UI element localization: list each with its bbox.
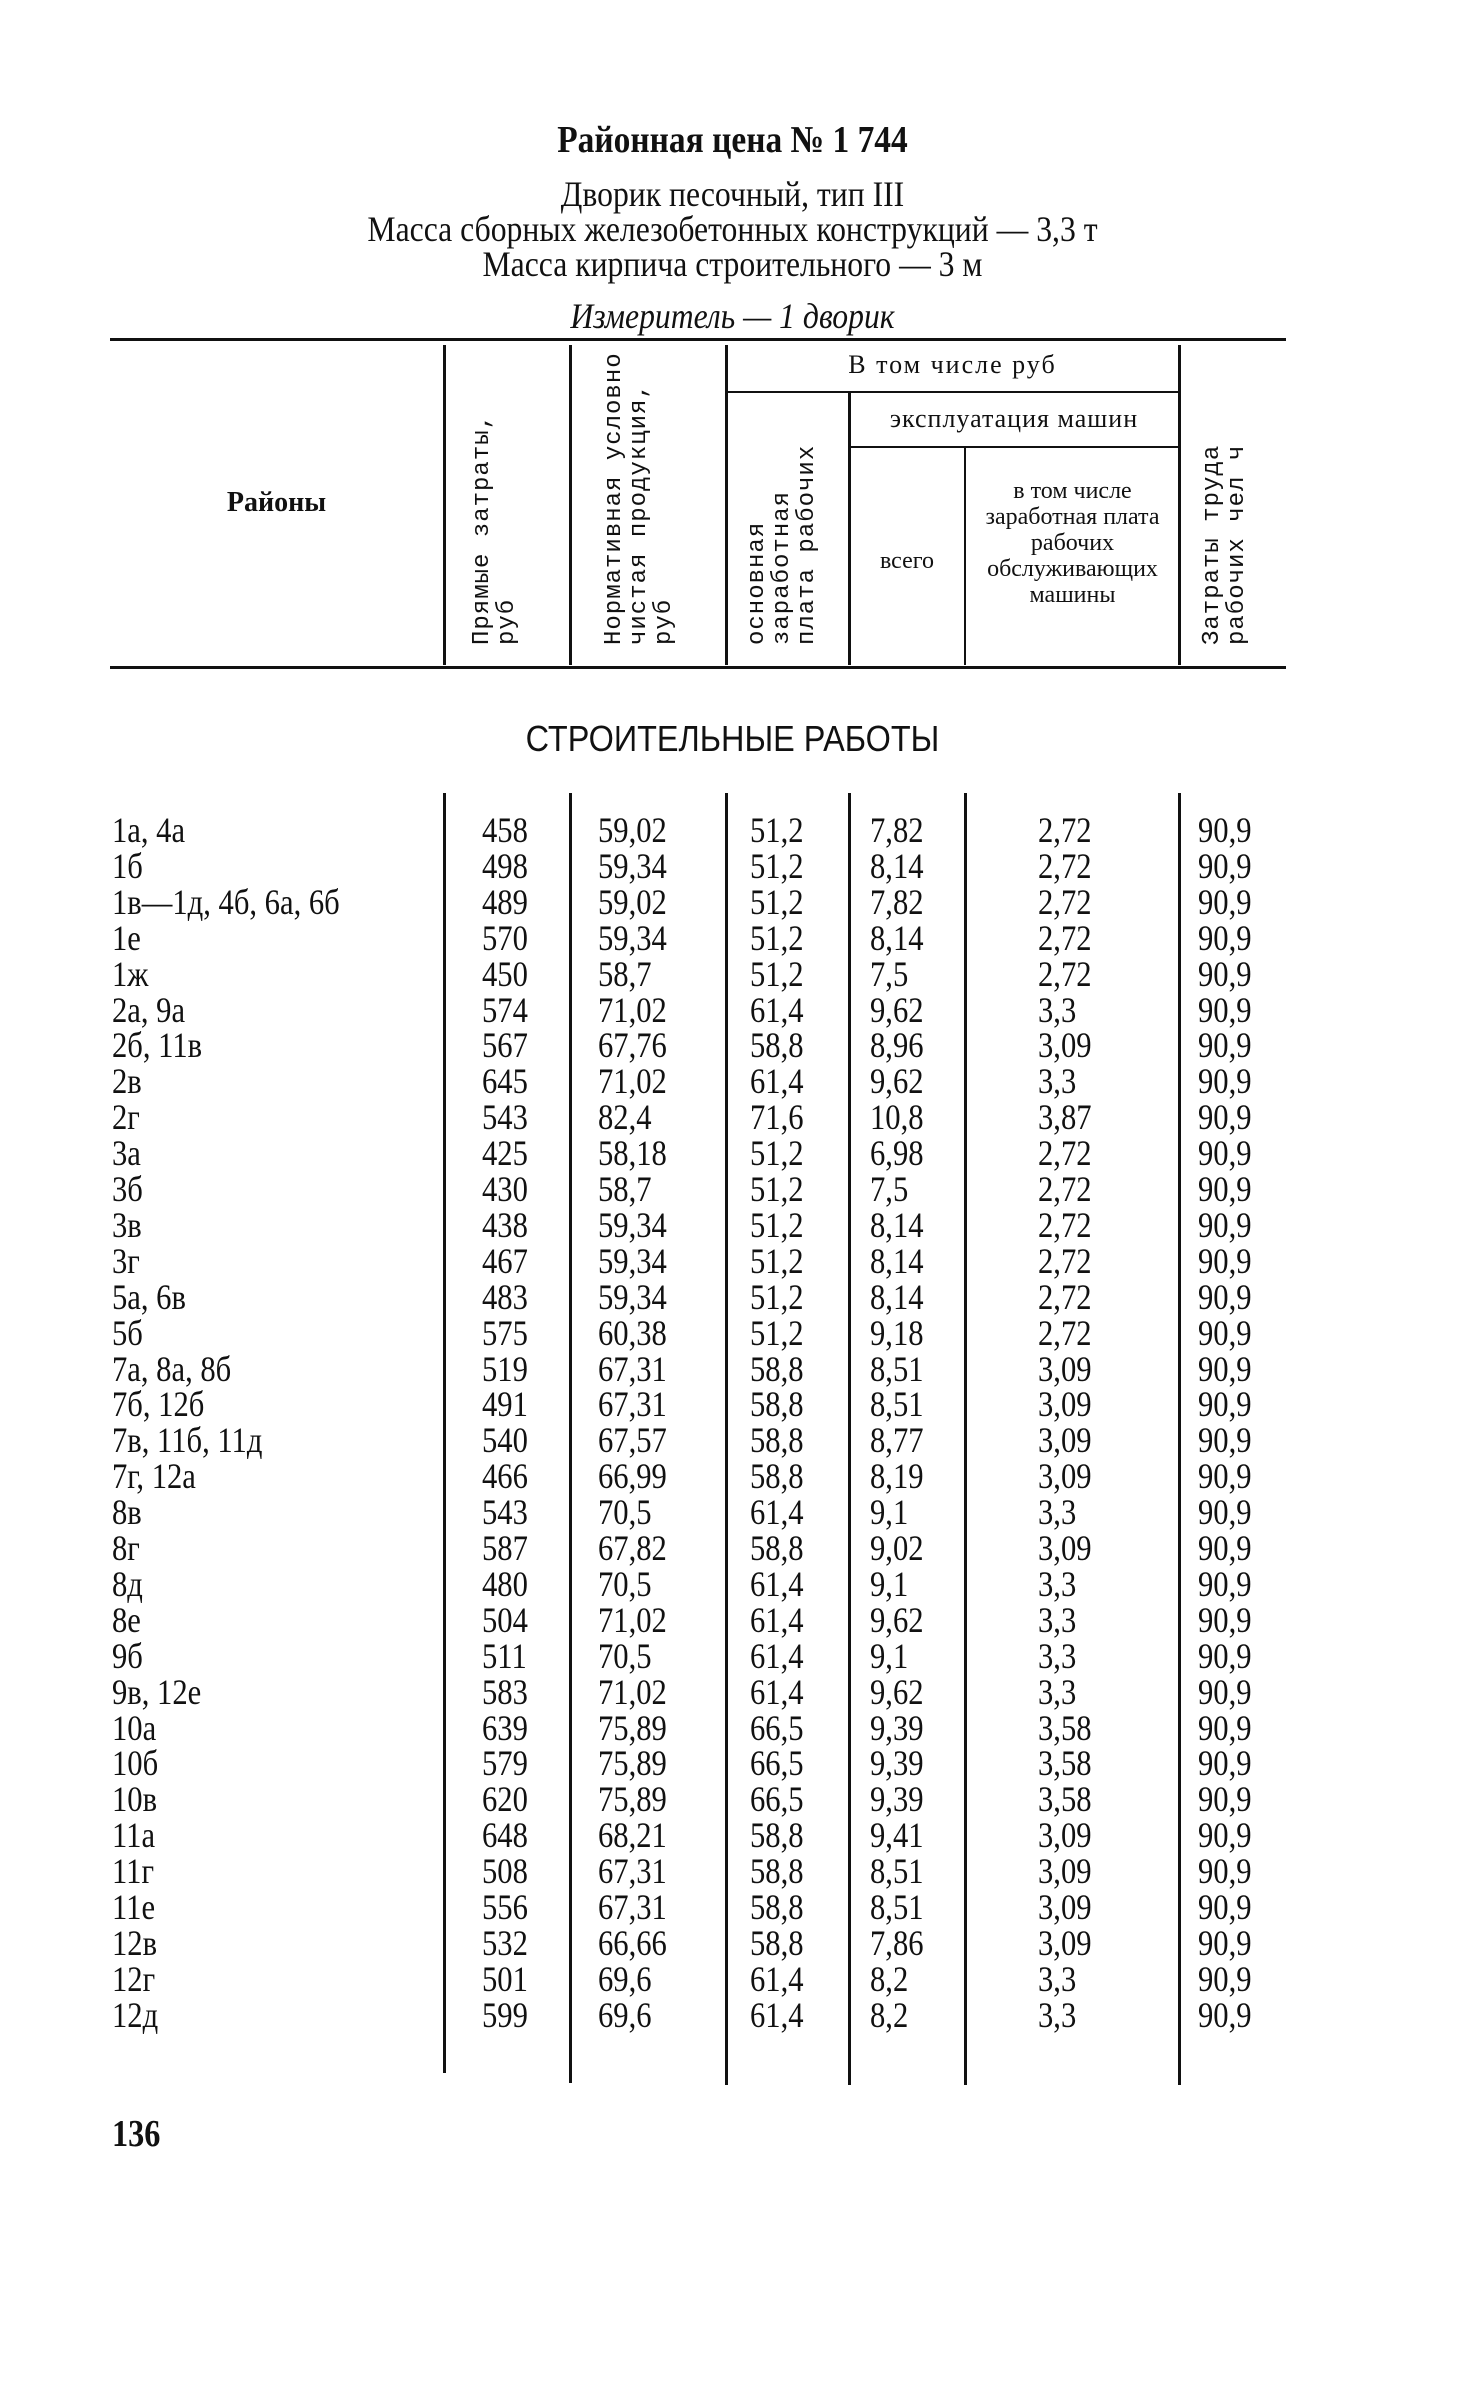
cell-region: 12д [112,1994,159,2035]
cell-region: 11г [112,1851,155,1892]
cell-normative: 58,18 [598,1133,667,1174]
cell-region: 2б, 11в [112,1025,203,1066]
subtitle-line: Масса сборных железобетонных конструкций — 3,3 т [367,209,1098,249]
table-row [0,1851,1465,1892]
cell-normative: 66,99 [598,1456,667,1497]
cell-machine-wage: 2,72 [1038,881,1092,922]
cell-labor: 90,9 [1198,1922,1252,1963]
cell-region: 8в [112,1492,142,1533]
cell-machine-total: 8,51 [870,1887,924,1927]
cell-region: 3в [112,1204,142,1245]
cell-normative: 69,6 [598,1958,652,1999]
cell-normative: 67,76 [598,1025,667,1066]
cell-direct-costs: 540 [482,1420,528,1461]
table-row [0,1889,1465,1925]
cell-machine-total: 8,14 [870,845,924,886]
section-title: СТРОИТЕЛЬНЫЕ РАБОТЫ [525,718,940,759]
cell-machine-total: 9,62 [870,989,924,1030]
cell-region: 8г [112,1528,140,1568]
cell-direct-costs: 480 [482,1563,528,1604]
top-rule [110,338,1286,341]
cell-direct-costs: 438 [482,1204,528,1245]
header-including: В том числе руб [848,350,1057,379]
cell-normative: 60,38 [598,1312,667,1353]
cell-direct-costs: 567 [482,1025,528,1066]
cell-machine-total: 9,18 [870,1312,924,1353]
cell-base-wage: 58,8 [750,1851,804,1892]
cell-normative: 75,89 [598,1743,667,1784]
cell-normative: 59,02 [598,881,667,922]
cell-normative: 71,02 [598,1599,667,1640]
cell-labor: 90,9 [1198,1061,1252,1102]
cell-labor: 90,9 [1198,810,1252,850]
cell-base-wage: 58,8 [750,1384,804,1425]
cell-machine-total: 9,62 [870,1061,924,1102]
cell-direct-costs: 511 [482,1635,527,1676]
cell-machine-wage: 3,09 [1038,1420,1092,1461]
header-regions: Районы [226,487,327,518]
cell-machine-wage: 2,72 [1038,810,1092,850]
cell-machine-total: 8,14 [870,1276,924,1317]
cell-machine-wage: 3,58 [1038,1707,1092,1748]
cell-region: 1а, 4а [112,810,186,850]
cell-base-wage: 51,2 [750,917,804,958]
cell-normative: 67,31 [598,1887,667,1927]
cell-machine-total: 9,41 [870,1815,924,1856]
cell-labor: 90,9 [1198,1097,1252,1138]
subtitle-line: Масса кирпича строительного — 3 м [482,244,983,284]
cell-normative: 59,34 [598,1240,667,1281]
header-normative: Нормативная условно чистая продукция, руб [601,352,678,645]
cell-base-wage: 61,4 [750,989,804,1030]
cell-normative: 59,34 [598,845,667,886]
cell-machine-total: 8,19 [870,1456,924,1497]
cell-machine-wage: 2,72 [1038,1204,1092,1245]
cell-direct-costs: 570 [482,917,528,958]
cell-region: 10б [112,1743,159,1784]
cell-base-wage: 58,8 [750,1922,804,1963]
cell-machine-wage: 2,72 [1038,1240,1092,1281]
table-row [0,1530,1465,1566]
cell-direct-costs: 556 [482,1887,528,1927]
cell-labor: 90,9 [1198,1240,1252,1281]
cell-direct-costs: 599 [482,1994,528,2035]
table-row [0,1348,1465,1389]
cell-direct-costs: 645 [482,1061,528,1102]
cell-direct-costs: 483 [482,1276,528,1317]
cell-normative: 67,31 [598,1348,667,1389]
cell-direct-costs: 501 [482,1958,528,1999]
cell-direct-costs: 458 [482,810,528,850]
cell-machine-wage: 3,09 [1038,1348,1092,1389]
cell-region: 5а, 6в [112,1276,186,1317]
cell-normative: 59,34 [598,917,667,958]
cell-direct-costs: 575 [482,1312,528,1353]
cell-direct-costs: 508 [482,1851,528,1892]
cell-direct-costs: 450 [482,953,528,994]
cell-region: 7г, 12а [112,1456,196,1497]
cell-region: 8е [112,1599,141,1640]
cell-base-wage: 61,4 [750,1599,804,1640]
table-row [0,812,1465,848]
cell-machine-wage: 2,72 [1038,1169,1092,1209]
cell-direct-costs: 425 [482,1133,528,1174]
cell-region: 12г [112,1958,156,1999]
cell-base-wage: 61,4 [750,1061,804,1102]
cell-machine-total: 8,51 [870,1348,924,1389]
cell-labor: 90,9 [1198,1707,1252,1748]
cell-region: 7в, 11б, 11д [112,1420,263,1461]
cell-machine-total: 9,1 [870,1563,909,1604]
cell-labor: 90,9 [1198,953,1252,994]
header-base-wage: основная заработная плата рабочих [744,444,821,645]
cell-labor: 90,9 [1198,1204,1252,1245]
cell-normative: 58,7 [598,1169,652,1209]
cell-normative: 70,5 [598,1563,652,1604]
cell-normative: 59,34 [598,1204,667,1245]
cell-labor: 90,9 [1198,881,1252,922]
cell-base-wage: 51,2 [750,1276,804,1317]
table-row [0,1097,1465,1138]
table-row [0,1240,1465,1281]
cell-direct-costs: 574 [482,989,528,1030]
cell-labor: 90,9 [1198,1563,1252,1604]
cell-machine-wage: 3,09 [1038,1851,1092,1892]
cell-machine-total: 8,96 [870,1025,924,1066]
cell-normative: 59,02 [598,810,667,850]
cell-direct-costs: 543 [482,1097,528,1138]
cell-base-wage: 58,8 [750,1420,804,1461]
cell-machine-wage: 2,72 [1038,1312,1092,1353]
cell-base-wage: 58,8 [750,1528,804,1568]
cell-machine-wage: 3,09 [1038,1922,1092,1963]
table-row [0,1671,1465,1712]
cell-labor: 90,9 [1198,1025,1252,1066]
cell-machine-total: 7,82 [870,881,924,922]
cell-machine-wage: 3,3 [1038,1958,1077,1999]
cell-labor: 90,9 [1198,1851,1252,1892]
table-row [0,1743,1465,1784]
table-row [0,1994,1465,2035]
header-machine-operation: эксплуатация машин [889,404,1139,433]
divider [725,345,728,665]
cell-base-wage: 61,4 [750,1671,804,1712]
cell-machine-total: 9,39 [870,1779,924,1820]
cell-region: 8д [112,1563,143,1604]
cell-labor: 90,9 [1198,1671,1252,1712]
table-row [0,1563,1465,1604]
cell-region: 7б, 12б [112,1384,205,1425]
cell-base-wage: 61,4 [750,1994,804,2035]
cell-machine-total: 8,14 [870,1204,924,1245]
header-bottom-rule [110,666,1286,669]
cell-machine-wage: 3,3 [1038,1599,1077,1640]
cell-direct-costs: 467 [482,1240,528,1281]
cell-machine-total: 8,2 [870,1994,909,2035]
table-row [0,1779,1465,1820]
cell-normative: 71,02 [598,1061,667,1102]
table-row [0,1635,1465,1676]
table-row [0,953,1465,994]
cell-machine-wage: 3,09 [1038,1384,1092,1425]
cell-region: 2в [112,1061,142,1102]
cell-labor: 90,9 [1198,1528,1252,1568]
cell-base-wage: 51,2 [750,810,804,850]
cell-base-wage: 66,5 [750,1779,804,1820]
divider [1178,345,1181,665]
cell-labor: 90,9 [1198,1958,1252,1999]
cell-base-wage: 61,4 [750,1563,804,1604]
cell-labor: 90,9 [1198,1420,1252,1461]
cell-direct-costs: 587 [482,1528,528,1568]
cell-base-wage: 51,2 [750,1204,804,1245]
cell-base-wage: 66,5 [750,1743,804,1784]
cell-machine-total: 7,82 [870,810,924,850]
cell-base-wage: 51,2 [750,1240,804,1281]
cell-machine-wage: 3,3 [1038,1994,1077,2035]
cell-machine-total: 9,39 [870,1743,924,1784]
cell-labor: 90,9 [1198,1599,1252,1640]
cell-machine-wage: 3,3 [1038,1635,1077,1676]
cell-region: 10а [112,1707,157,1748]
cell-base-wage: 58,8 [750,1887,804,1927]
cell-base-wage: 58,8 [750,1456,804,1497]
cell-machine-wage: 3,09 [1038,1025,1092,1066]
cell-direct-costs: 543 [482,1492,528,1533]
page-number: 136 [112,2113,161,2155]
cell-normative: 75,89 [598,1707,667,1748]
cell-normative: 68,21 [598,1815,667,1856]
cell-machine-total: 10,8 [870,1097,924,1138]
cell-base-wage: 71,6 [750,1097,804,1138]
cell-base-wage: 51,2 [750,845,804,886]
cell-machine-wage: 2,72 [1038,1133,1092,1174]
cell-base-wage: 61,4 [750,1492,804,1533]
cell-normative: 59,34 [598,1276,667,1317]
cell-machine-total: 9,1 [870,1492,909,1533]
cell-labor: 90,9 [1198,1994,1252,2035]
cell-machine-total: 9,62 [870,1671,924,1712]
table-row [0,1815,1465,1856]
cell-region: 3б [112,1169,143,1209]
table-row [0,1025,1465,1066]
cell-direct-costs: 519 [482,1348,528,1389]
cell-labor: 90,9 [1198,989,1252,1030]
table-row [0,1171,1465,1207]
divider [848,393,851,665]
cell-machine-total: 6,98 [870,1133,924,1174]
cell-base-wage: 61,4 [750,1635,804,1676]
cell-region: 1в—1д, 4б, 6а, 6б [112,881,340,922]
cell-base-wage: 51,2 [750,881,804,922]
divider [569,345,572,665]
cell-direct-costs: 532 [482,1922,528,1963]
cell-base-wage: 66,5 [750,1707,804,1748]
cell-region: 1е [112,917,141,958]
cell-base-wage: 51,2 [750,953,804,994]
cell-region: 9в, 12е [112,1671,202,1712]
cell-direct-costs: 466 [482,1456,528,1497]
cell-region: 2г [112,1097,140,1138]
cell-machine-total: 7,5 [870,1169,909,1209]
cell-labor: 90,9 [1198,1169,1252,1209]
cell-region: 12в [112,1922,158,1963]
cell-machine-wage: 3,3 [1038,1061,1077,1102]
cell-labor: 90,9 [1198,845,1252,886]
cell-direct-costs: 504 [482,1599,528,1640]
measure-unit: Измеритель — 1 дворик [570,296,895,336]
table-row [0,1384,1465,1425]
cell-labor: 90,9 [1198,1887,1252,1927]
cell-region: 11а [112,1815,156,1856]
cell-labor: 90,9 [1198,1456,1252,1497]
cell-direct-costs: 648 [482,1815,528,1856]
cell-machine-wage: 2,72 [1038,845,1092,886]
cell-region: 3а [112,1133,141,1174]
cell-region: 10в [112,1779,158,1820]
cell-direct-costs: 430 [482,1169,528,1209]
header-labor: Затраты труда рабочих чел ч [1199,444,1251,645]
cell-machine-wage: 3,09 [1038,1815,1092,1856]
cell-machine-total: 8,14 [870,917,924,958]
divider [443,345,446,665]
cell-labor: 90,9 [1198,1312,1252,1353]
cell-base-wage: 51,2 [750,1312,804,1353]
cell-labor: 90,9 [1198,1276,1252,1317]
table-row [0,1599,1465,1640]
cell-direct-costs: 579 [482,1743,528,1784]
cell-normative: 67,31 [598,1851,667,1892]
header-machine-wage: в том числе заработная плата рабочих обслуживающих машины [985,478,1160,608]
cell-normative: 70,5 [598,1635,652,1676]
table-row [0,1707,1465,1748]
cell-base-wage: 51,2 [750,1133,804,1174]
cell-region: 9б [112,1635,143,1676]
cell-machine-total: 8,2 [870,1958,909,1999]
cell-machine-total: 8,51 [870,1384,924,1425]
cell-region: 5б [112,1312,143,1353]
cell-direct-costs: 583 [482,1671,528,1712]
cell-base-wage: 51,2 [750,1169,804,1209]
cell-direct-costs: 620 [482,1779,528,1820]
cell-labor: 90,9 [1198,1635,1252,1676]
table-row [0,1204,1465,1245]
cell-machine-wage: 3,3 [1038,1563,1077,1604]
cell-normative: 70,5 [598,1492,652,1533]
cell-labor: 90,9 [1198,917,1252,958]
cell-machine-total: 8,77 [870,1420,924,1461]
cell-machine-wage: 2,72 [1038,1276,1092,1317]
cell-labor: 90,9 [1198,1815,1252,1856]
table-row [0,1456,1465,1497]
cell-labor: 90,9 [1198,1492,1252,1533]
cell-machine-total: 9,1 [870,1635,909,1676]
cell-machine-wage: 3,3 [1038,1671,1077,1712]
table-row [0,845,1465,886]
cell-machine-wage: 3,58 [1038,1779,1092,1820]
cell-machine-wage: 3,58 [1038,1743,1092,1784]
cell-region: 1б [112,845,143,886]
cell-machine-total: 9,02 [870,1528,924,1568]
table-row [0,1420,1465,1461]
divider [964,448,966,665]
cell-region: 1ж [112,953,149,994]
cell-machine-total: 7,86 [870,1922,924,1963]
cell-machine-wage: 3,87 [1038,1097,1092,1138]
cell-normative: 66,66 [598,1922,667,1963]
cell-direct-costs: 491 [482,1384,528,1425]
table-row [0,1061,1465,1102]
cell-normative: 75,89 [598,1779,667,1820]
cell-normative: 58,7 [598,953,652,994]
rule [727,391,1178,393]
cell-machine-wage: 3,09 [1038,1456,1092,1497]
rule [850,446,1178,448]
cell-labor: 90,9 [1198,1743,1252,1784]
header-direct-costs: Прямые затраты, руб [469,413,521,645]
cell-machine-wage: 3,09 [1038,1528,1092,1568]
cell-machine-total: 9,62 [870,1599,924,1640]
cell-machine-total: 8,14 [870,1240,924,1281]
cell-normative: 67,57 [598,1420,667,1461]
cell-machine-wage: 3,3 [1038,989,1077,1030]
cell-direct-costs: 498 [482,845,528,886]
cell-base-wage: 61,4 [750,1958,804,1999]
cell-labor: 90,9 [1198,1133,1252,1174]
table-row [0,1133,1465,1174]
cell-labor: 90,9 [1198,1348,1252,1389]
cell-machine-wage: 2,72 [1038,917,1092,958]
cell-region: 7а, 8а, 8б [112,1348,232,1389]
cell-base-wage: 58,8 [750,1815,804,1856]
table-row [0,1922,1465,1963]
cell-base-wage: 58,8 [750,1348,804,1389]
cell-direct-costs: 489 [482,881,528,922]
cell-normative: 69,6 [598,1994,652,2035]
cell-normative: 82,4 [598,1097,652,1138]
cell-normative: 67,82 [598,1528,667,1568]
cell-machine-wage: 3,3 [1038,1492,1077,1533]
header-total: всего [879,548,935,574]
cell-region: 11е [112,1887,156,1927]
table-row [0,1312,1465,1353]
cell-labor: 90,9 [1198,1384,1252,1425]
table-row [0,1958,1465,1999]
cell-normative: 71,02 [598,1671,667,1712]
page-title: Районная цена № 1 744 [557,119,908,161]
table-row [0,989,1465,1030]
subtitle-line: Дворик песочный, тип III [560,174,905,214]
cell-direct-costs: 639 [482,1707,528,1748]
cell-machine-total: 7,5 [870,953,909,994]
cell-normative: 71,02 [598,989,667,1030]
cell-base-wage: 58,8 [750,1025,804,1066]
cell-labor: 90,9 [1198,1779,1252,1820]
cell-normative: 67,31 [598,1384,667,1425]
cell-machine-total: 8,51 [870,1851,924,1892]
table-row [0,881,1465,922]
cell-region: 3г [112,1240,140,1281]
cell-machine-wage: 3,09 [1038,1887,1092,1927]
cell-machine-wage: 2,72 [1038,953,1092,994]
table-row [0,1492,1465,1533]
cell-machine-total: 9,39 [870,1707,924,1748]
cell-region: 2а, 9а [112,989,186,1030]
table-row [0,917,1465,958]
table-row [0,1276,1465,1317]
